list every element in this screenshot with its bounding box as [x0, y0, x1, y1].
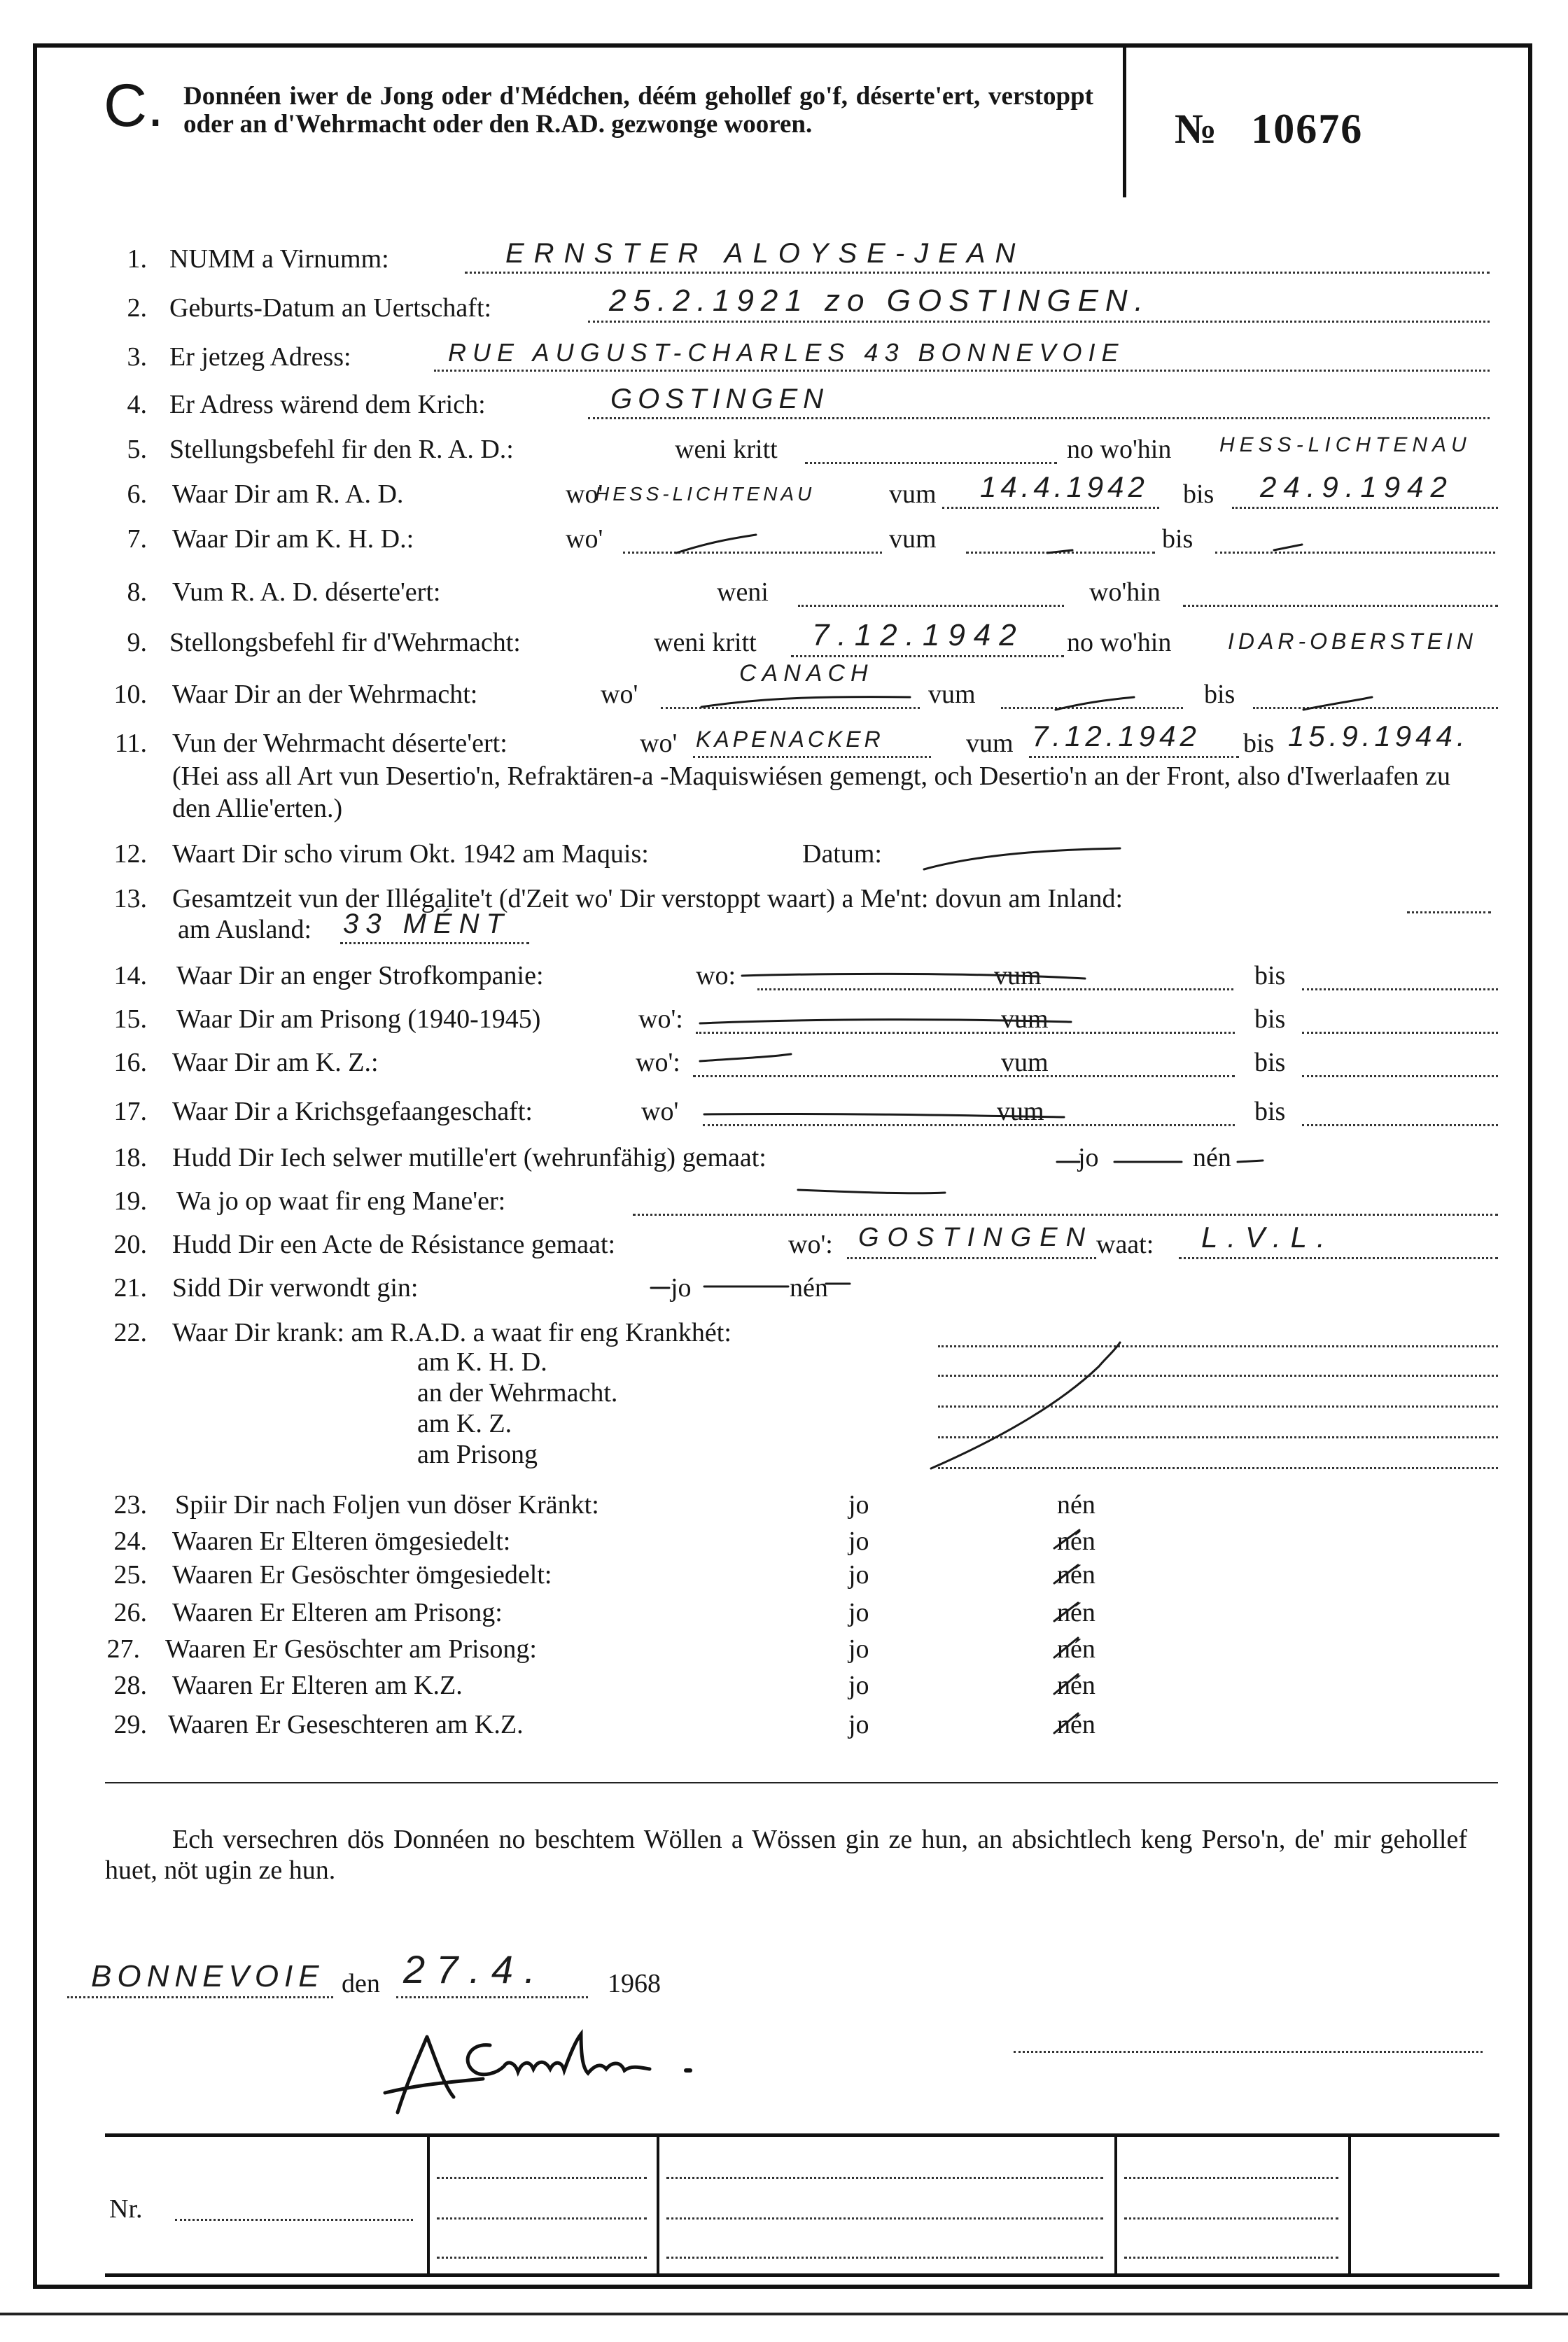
field-label: Waar Dir an enger Strofkompanie: [176, 961, 544, 990]
field-label: vum [928, 680, 976, 709]
section-title: Donnéen iwer de Jong oder d'Médchen, déém gehollef go'f, déserte'ert, verstoppt oder an d'Wehrmacht oder den R.AD. gezwonge wooren. [183, 82, 1093, 139]
row-number: 1. [127, 244, 147, 274]
field-label: Wa jo op waat fir eng Mane'er: [176, 1186, 506, 1216]
field-row-2 [0, 283, 1568, 325]
field-label: bis [1254, 1048, 1286, 1077]
field-label: wo': [636, 1048, 680, 1077]
dotted-line [1253, 707, 1498, 709]
dotted-line [693, 1075, 1235, 1077]
dotted-line [661, 707, 920, 709]
dotted-line [1302, 1075, 1498, 1077]
handwritten-signature [378, 2009, 742, 2121]
field-label: Waar Dir a Krichsgefaangeschaft: [172, 1097, 533, 1126]
dotted-line [434, 370, 1490, 372]
signature-date-value: 27.4. [403, 1947, 547, 1991]
dotted-line [1124, 2257, 1338, 2259]
row-number: 29. [113, 1710, 147, 1739]
dotted-line [1302, 1032, 1498, 1034]
field-label: waat: [1096, 1230, 1154, 1259]
field-row-22 [0, 1316, 1568, 1349]
dotted-line [623, 552, 882, 554]
dotted-line [1232, 507, 1498, 509]
yesno-row-25 [0, 1558, 1568, 1592]
field-row-6 [0, 470, 1568, 511]
field-row-14 [0, 959, 1568, 993]
number-label: № [1175, 106, 1219, 152]
row-number: 16. [113, 1048, 147, 1077]
row-number: 14. [113, 961, 147, 990]
row-number: 2. [127, 293, 147, 323]
field-label: Waaren Er Geseschteren am K.Z. [168, 1710, 524, 1739]
field-label: Waar Dir am Prisong (1940-1945) [176, 1004, 541, 1034]
dotted-line [633, 1214, 1498, 1216]
dotted-line [703, 1124, 1235, 1126]
row-number: 4. [127, 390, 147, 419]
yes-option: jo [848, 1598, 869, 1627]
field-row-8 [0, 575, 1568, 609]
row-number: 24. [113, 1527, 147, 1556]
row-number: 9. [127, 628, 147, 657]
section-letter: C. [104, 72, 164, 139]
field-label: bis [1183, 479, 1214, 509]
field-label: vum [966, 729, 1014, 758]
field-row-16 [0, 1046, 1568, 1079]
field-row-18 [0, 1141, 1568, 1174]
yes-option: jo [671, 1273, 692, 1303]
field-label: Waar Dir krank: am R.A.D. a waat fir eng Krankhét: [172, 1318, 732, 1347]
field-label: Waaren Er Elteren ömgesiedelt: [172, 1527, 511, 1556]
row-number: 21. [113, 1273, 147, 1303]
field-sublabel: am K. Z. [417, 1409, 512, 1438]
field-label: weni kritt [675, 435, 778, 464]
row-number: 20. [113, 1230, 147, 1259]
dotted-line [696, 1032, 1235, 1034]
row-number: 10. [113, 680, 147, 709]
field-label: Waar Dir am R. A. D. [172, 479, 404, 509]
yesno-row-23 [0, 1488, 1568, 1522]
field-row-19 [0, 1184, 1568, 1218]
field-row-11 [0, 720, 1568, 760]
field-label: wo': [788, 1230, 833, 1259]
row-number: 19. [113, 1186, 147, 1216]
row-number: 11. [114, 729, 147, 758]
dotted-line [588, 321, 1490, 323]
field-label: Sidd Dir verwondt gin: [172, 1273, 419, 1303]
field-label: am Ausland: [178, 915, 312, 944]
declaration-text: Ech versechren dös Donnéen no beschtem Wöllen a Wössen gin ze hun, an absichtlech keng Perso'n, de' mir gehollef huet, nöt ugin ze hun. [105, 1825, 1467, 1885]
no-option: nén [1057, 1490, 1096, 1520]
field-label: no wo'hin [1067, 435, 1172, 464]
field-label: wo' [566, 524, 603, 554]
field-label: Waaren Er Gesöschter am Prisong: [165, 1634, 537, 1664]
field-label: Spiir Dir nach Foljen vun döser Kränkt: [175, 1490, 599, 1520]
row-number: 3. [127, 342, 147, 372]
yes-option: jo [848, 1671, 869, 1700]
number-value: 10676 [1251, 106, 1364, 152]
dotted-line [1124, 2217, 1338, 2220]
signature-year: 1968 [608, 1969, 661, 1998]
row-number: 7. [127, 524, 147, 554]
name-value: ERNSTER ALOYSE-JEAN [505, 238, 1026, 269]
scan-edge [0, 2313, 1568, 2315]
dotted-line [847, 1257, 1096, 1259]
field-label: Vum R. A. D. déserte'ert: [172, 577, 441, 607]
resistance-place-value: GOSTINGEN [858, 1223, 1094, 1252]
field-row-1 [0, 238, 1568, 276]
dotted-line [437, 2257, 647, 2259]
yes-option: jo [848, 1490, 869, 1520]
field-11-note: (Hei ass all Art vun Desertio'n, Refraktären-a -Maquiswiésen gemengt, och Desertio'n an der Front, also d'Iwerlaafen zu den Allie'erten.) [172, 762, 1450, 823]
abroad-months-value: 33 MÉNT [343, 909, 510, 939]
field-label: Er jetzeg Adress: [169, 342, 351, 372]
no-option: nén [1057, 1560, 1096, 1590]
signature-drawing [378, 2009, 742, 2121]
table-divider [657, 2133, 659, 2277]
field-label: Hudd Dir een Acte de Résistance gemaat: [172, 1230, 616, 1259]
yes-option: jo [848, 1560, 869, 1590]
dotted-line [588, 417, 1490, 419]
field-row-22-sub-4 [417, 1438, 977, 1471]
field-row-20 [0, 1221, 1568, 1261]
dotted-line [938, 1375, 1498, 1377]
field-label: Waaren Er Gesöschter ömgesiedelt: [172, 1560, 552, 1590]
dotted-line [798, 605, 1064, 607]
field-row-9 [0, 618, 1568, 659]
no-option: nén [1057, 1634, 1096, 1664]
field-label: bis [1204, 680, 1236, 709]
dotted-line [1124, 2177, 1338, 2179]
field-label: wo: [696, 961, 736, 990]
rad-to-value: 24.9.1942 [1260, 470, 1454, 503]
yesno-row-28 [0, 1669, 1568, 1702]
dotted-line [67, 1996, 333, 1998]
field-label: bis [1254, 1004, 1286, 1034]
field-sublabel: an der Wehrmacht. [417, 1378, 618, 1408]
dotted-line [666, 2177, 1103, 2179]
table-bottom-rule [105, 2273, 1499, 2277]
field-row-13b [0, 909, 1568, 946]
field-sublabel: am Prisong [417, 1440, 538, 1469]
row-number: 28. [113, 1671, 147, 1700]
call-up-place-value: IDAR-OBERSTEIN [1228, 629, 1478, 654]
call-up-date-value: 7.12.1942 [812, 618, 1025, 652]
field-row-15 [0, 1002, 1568, 1036]
dotted-line [938, 1467, 1498, 1469]
dotted-line [1302, 1124, 1498, 1126]
field-label: Vun der Wehrmacht déserte'ert: [172, 729, 507, 758]
rad-from-value: 14.4.1942 [980, 470, 1149, 503]
field-label: wo': [638, 1004, 683, 1034]
signature-date-row [0, 1947, 1568, 2006]
field-row-4 [0, 384, 1568, 421]
field-label: Waart Dir scho virum Okt. 1942 am Maquis: [172, 839, 649, 869]
dotted-line [666, 2217, 1103, 2220]
field-label: vum [997, 1097, 1044, 1126]
no-option: nén [1057, 1710, 1096, 1739]
field-label: Waaren Er Elteren am K.Z. [172, 1671, 463, 1700]
desertion-place-value: KAPENACKER [696, 727, 884, 752]
field-label: bis [1254, 961, 1286, 990]
field-row-12 [0, 837, 1568, 871]
field-row-13 [0, 882, 1568, 916]
desertion-to-value: 15.9.1944. [1288, 720, 1469, 752]
row-number: 18. [113, 1143, 147, 1172]
dotted-line [396, 1996, 588, 1998]
dotted-line [942, 507, 1159, 509]
field-row-22-sub-3 [417, 1407, 977, 1440]
field-label: vum [889, 524, 937, 554]
field-row-5 [0, 433, 1568, 466]
table-divider [1114, 2133, 1117, 2277]
row-number: 26. [113, 1598, 147, 1627]
form-number [1175, 105, 1363, 153]
dotted-line [175, 2219, 413, 2221]
dotted-line [1302, 988, 1498, 990]
field-label: Waar Dir am K. H. D.: [172, 524, 414, 554]
nr-label: Nr. [109, 2194, 143, 2224]
dotted-line [1001, 707, 1183, 709]
dotted-line [966, 552, 1155, 554]
dotted-line [437, 2217, 647, 2220]
table-top-rule [105, 2133, 1499, 2137]
yes-option: jo [1078, 1143, 1099, 1172]
row-number: 13. [113, 884, 147, 913]
field-label: Gesamtzeit vun der Illégalite't (d'Zeit wo' Dir verstoppt waart) a Me'nt: dovun am Inland: [172, 884, 1124, 913]
birth-value: 25.2.1921 zo GOSTINGEN. [609, 283, 1150, 318]
field-label: Geburts-Datum an Uertschaft: [169, 293, 492, 323]
table-divider [1348, 2133, 1351, 2277]
dotted-line [465, 272, 1490, 274]
resistance-org-value: L.V.L. [1201, 1221, 1335, 1254]
field-row-3 [0, 340, 1568, 374]
yes-option: jo [848, 1710, 869, 1739]
field-label: NUMM a Virnumm: [169, 244, 389, 274]
field-label: bis [1254, 1097, 1286, 1126]
row-number: 25. [113, 1560, 147, 1590]
field-label: wo' [601, 680, 638, 709]
field-label: wo'hin [1089, 577, 1161, 607]
field-label: weni [717, 577, 769, 607]
dotted-line [1014, 2051, 1483, 2053]
yesno-row-24 [0, 1524, 1568, 1558]
field-row-21 [0, 1271, 1568, 1305]
field-label: vum [889, 479, 937, 509]
signature-place-value: BONNEVOIE [91, 1959, 325, 1993]
yesno-row-27 [0, 1632, 1568, 1666]
no-option: nén [1057, 1527, 1096, 1556]
row-number: 17. [113, 1097, 147, 1126]
field-label: Waar Dir am K. Z.: [172, 1048, 379, 1077]
dotted-line [666, 2257, 1103, 2259]
row-number: 6. [127, 479, 147, 509]
dotted-line [437, 2177, 647, 2179]
row-number: 22. [113, 1318, 147, 1347]
no-option: nén [1193, 1143, 1231, 1172]
dotted-line [340, 942, 529, 944]
dotted-line [1029, 756, 1239, 758]
dotted-line [1179, 1257, 1498, 1259]
field-label: wo' [640, 729, 678, 758]
field-label: vum [1001, 1004, 1049, 1034]
field-label: Hudd Dir Iech selwer mutille'ert (wehrunfähig) gemaat: [172, 1143, 766, 1172]
yes-option: jo [848, 1634, 869, 1664]
yes-option: jo [848, 1527, 869, 1556]
field-label: Datum: [802, 839, 882, 869]
row-number: 8. [127, 577, 147, 607]
row-number: 23. [113, 1490, 147, 1520]
dotted-line [938, 1345, 1498, 1347]
desertion-from-value: 7.12.1942 [1032, 720, 1200, 752]
field-row-17 [0, 1095, 1568, 1128]
field-label: weni kritt [654, 628, 757, 657]
dotted-line [693, 756, 931, 758]
no-option: nén [1057, 1671, 1096, 1700]
den-label: den [342, 1969, 380, 1998]
field-label: bis [1243, 729, 1275, 758]
field-label: bis [1162, 524, 1194, 554]
field-row-22-sub-2 [417, 1376, 977, 1410]
row-number: 5. [127, 435, 147, 464]
table-divider [427, 2133, 430, 2277]
field-row-22-sub-1 [417, 1345, 977, 1379]
field-label: Waar Dir an der Wehrmacht: [172, 680, 478, 709]
field-label: Stellongsbefehl fir d'Wehrmacht: [169, 628, 521, 657]
dotted-line [1183, 605, 1498, 607]
destination-value: HESS-LICHTENAU [1219, 433, 1471, 456]
dotted-line [938, 1405, 1498, 1408]
rad-place-value: HESS-LICHTENAU [595, 483, 816, 505]
field-label: wo' [641, 1097, 679, 1126]
no-option: nén [790, 1273, 828, 1303]
field-label: Stellungsbefehl fir den R. A. D.: [169, 435, 514, 464]
field-label: no wo'hin [1067, 628, 1172, 657]
row-number: 27. [106, 1634, 140, 1664]
field-label: wo' [566, 479, 603, 509]
war-address-value: GOSTINGEN [610, 384, 830, 414]
row-number: 12. [113, 839, 147, 869]
field-label: Waaren Er Elteren am Prisong: [172, 1598, 503, 1627]
header-divider [1123, 43, 1126, 197]
yesno-row-26 [0, 1596, 1568, 1629]
dotted-line [938, 1436, 1498, 1438]
row-number: 15. [113, 1004, 147, 1034]
no-option: nén [1057, 1598, 1096, 1627]
address-value: RUE AUGUST-CHARLES 43 BONNEVOIE [448, 338, 1125, 367]
section-separator [105, 1782, 1498, 1783]
yesno-row-29 [0, 1708, 1568, 1741]
dotted-line [1215, 552, 1495, 554]
field-label: vum [994, 961, 1042, 990]
wehrmacht-place-value: CANACH [739, 660, 874, 687]
dotted-line [805, 462, 1057, 464]
field-sublabel: am K. H. D. [417, 1347, 547, 1377]
field-label: vum [1001, 1048, 1049, 1077]
field-row-7 [0, 522, 1568, 556]
field-row-10 [0, 660, 1568, 711]
field-label: Er Adress wärend dem Krich: [169, 390, 486, 419]
